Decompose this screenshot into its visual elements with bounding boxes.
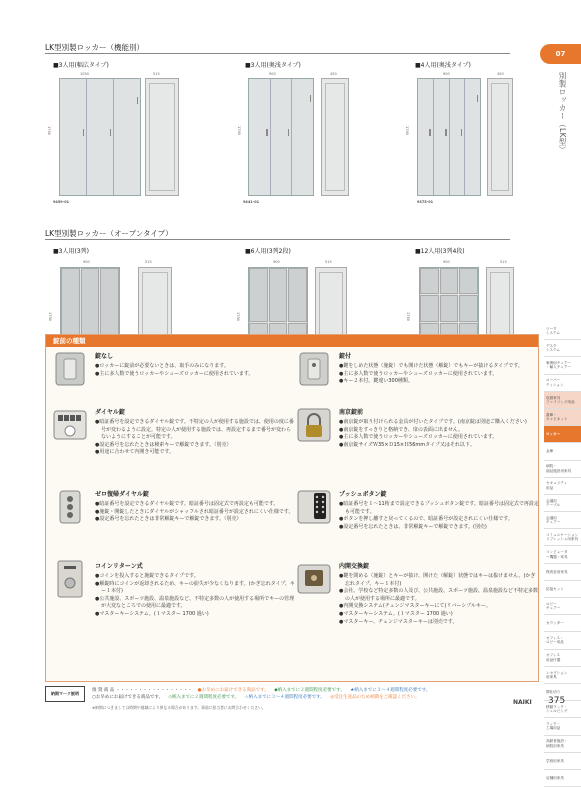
lock-desc: [95, 573, 295, 619]
lock-desc-line: ●主に多人数で使うロッカーやシューズロッカーに使用されています。: [339, 434, 498, 441]
lock-desc: [95, 501, 295, 524]
lock-desc-line: ●設定番号を忘れたときは検索キーで解錠できます。（別売）: [95, 441, 232, 448]
item-height-6: 1790: [406, 312, 410, 321]
lock-desc-line: ●施錠・開錠したときにダイヤルがシャッフルされ暗証番号が設定されにくい仕様です。: [95, 508, 294, 515]
category-nav-item[interactable]: 学校用家具: [544, 753, 581, 770]
category-nav-item[interactable]: ローパー ティション: [544, 375, 581, 392]
lock-desc-line: ●設定番号を忘れたときは、非常解錠キーで解錠できます。(別売): [339, 523, 487, 530]
lock-types-heading: 錠前の種類: [46, 335, 538, 347]
lock-desc-line: ●マスターキーシステム。(１マスター 1700 過い): [95, 610, 209, 617]
lock-desc-line: ●キー２本付。鍵違い300種類。: [339, 378, 413, 385]
item-height-2: 1790: [237, 126, 241, 135]
item-depth-4: 515: [145, 260, 152, 264]
locker-illustration-2: [248, 78, 314, 196]
category-nav-item[interactable]: 書庫・ キャビネット: [544, 409, 581, 426]
item-title-2: ■3人用(奥浅タイプ): [245, 62, 301, 69]
item-height-3: 1790: [405, 126, 409, 135]
lock-desc-line: ●設定番号を忘れたときは非常解錠キーで解錠できます。（別売）: [95, 516, 242, 523]
lock-name: プッシュボタン錠: [339, 491, 387, 498]
category-nav-item[interactable]: コンピュータ ー機器・家具: [544, 546, 581, 563]
chapter-badge: 07: [540, 44, 581, 64]
delivery-legend: [45, 686, 503, 712]
item-depth-5: 515: [325, 260, 332, 264]
item-height-1: 1790: [47, 126, 51, 135]
lock-desc-line: ●会社、学校など特定多数の人及び、公共施設、スポーツ施設、温泉施設など不特定多数の人が使用する場所に最適です。: [339, 588, 538, 602]
lock-desc-line: ●公共施設、スポーツ施設、温泉施設など、不特定多数の人が使用する場所でキーの管理が大変なところでの使用に最適です。: [95, 595, 295, 610]
category-nav-item[interactable]: 会議用 テーブル: [544, 495, 581, 512]
zero-dial-lock-icon: [52, 489, 88, 525]
item-title-3: ■4人用(奥浅タイプ): [415, 62, 471, 69]
chapter-vertical-title: 別製ロッカー（LK型）: [558, 72, 567, 155]
pushbutton-lock-icon: [296, 489, 332, 525]
lock-name: ダイヤル錠: [95, 409, 125, 416]
padlock-icon: [296, 407, 332, 443]
lock-item-coin: [52, 561, 297, 681]
section-title-open: LK型別製ロッカー（オープンタイプ）: [45, 229, 173, 238]
coin-lock-icon: [52, 561, 88, 597]
lock-types-panel: [45, 334, 539, 682]
item-depth-1: 515: [153, 72, 160, 76]
item-height-5: 1790: [236, 312, 240, 321]
item-width-5: 900: [273, 260, 280, 264]
lock-desc-line: ●鍵をしめた状態（施錠）でも開けた状態（解錠）でもキーが抜けるタイプです。: [339, 363, 523, 369]
lock-desc-line: ●マスターキーシステム。(１マスター 1700 過い): [339, 610, 453, 617]
legend-row-2: [92, 694, 424, 700]
legend-row-1: [92, 687, 434, 693]
item-title-6: ■12人用(3列4段): [415, 248, 465, 255]
lock-desc-line: ●南京錠をすっきりと格納でき、扉の表面に出ません。: [339, 426, 464, 433]
locker-illustration-3: [417, 78, 481, 196]
lock-name: 内開交換錠: [339, 563, 370, 570]
lock-desc: [339, 419, 539, 449]
item-depth-2: 450: [330, 72, 337, 76]
item-depth-3: 450: [497, 72, 504, 76]
item-height-4: 1790: [48, 312, 52, 321]
lock-item-zero-dial: [52, 489, 297, 565]
lock-name: コインリターン式: [95, 563, 143, 570]
locker-side-2: [321, 78, 349, 196]
category-nav-item[interactable]: カウンター: [544, 615, 581, 632]
item-width-6: 900: [443, 260, 450, 264]
interchange-lock-icon: [296, 561, 332, 597]
item-width-3: 900: [443, 72, 450, 76]
legend-text: ◎受注生産品のため納期をご確認ください。: [330, 695, 420, 700]
category-nav-item[interactable]: コミュニケーション リフレッシュ用家具: [544, 529, 581, 546]
category-nav-item[interactable]: 保育室用家具: [544, 564, 581, 581]
lock-name: 錠なし: [95, 353, 114, 360]
item-model-2: 9441-01: [243, 200, 260, 204]
category-nav-item[interactable]: 会議用 チェアー: [544, 512, 581, 529]
lock-desc-line: ●南京錠が取り付けられる金具が付いたタイプです。(南京錠は別途ご購入ください): [339, 419, 527, 425]
locker-side-3: [487, 78, 513, 196]
lock-desc-line: ●マスターキー、チェンジマスターキーは別売です。: [339, 618, 458, 625]
lock-item-interchange: [296, 561, 536, 681]
legend-text: 推 奨 商 品 ・・・・・・・・・・・・・・・・・: [92, 688, 193, 693]
legend-title: 納期マーク説明: [45, 686, 85, 702]
legend-note: ※納期につきましては時期や地域により異なる場合があります。事前に担当者にお問合わせください。: [92, 705, 266, 710]
legend-text: ★納入までに３～４週間程度必要です。: [350, 688, 431, 693]
lock-desc: [339, 573, 539, 626]
item-width-2: 900: [269, 72, 276, 76]
lock-desc-line: ●コインを投入すると施錠できるタイプです。: [95, 573, 199, 579]
lock-desc-line: ●主に多人数で使うロッカーやシューズロッカーに使用されています。: [339, 370, 498, 377]
legend-text: ☆納入までに３～４週間程度必要です。: [244, 695, 325, 700]
category-nav-item[interactable]: 収納家具 ファイリング用品: [544, 392, 581, 409]
lock-desc-line: ●暗証番号を１～11桁まで設定できるプッシュボタン錠です。暗証番号は固定式で再設定も可能です。: [339, 501, 539, 515]
category-nav-item[interactable]: レセプション 用家具: [544, 667, 581, 684]
lock-desc-line: ●南京錠サイズＷ35×Ｄ15×Ｈ56mmタイプ又はそれ以下。: [339, 441, 475, 448]
category-nav-item[interactable]: ラック・ 工場用品: [544, 718, 581, 735]
category-nav-item[interactable]: 移動ラック・ シェルビング: [544, 701, 581, 718]
category-nav-item[interactable]: 事務用チェアー ・輸入チェアー: [544, 357, 581, 374]
category-nav-item[interactable]: セキュリティ 用品: [544, 478, 581, 495]
lock-desc-line: ●ボタンを押し離すと戻ってくるので、暗証番号が設定されにくい仕様です。: [339, 516, 513, 523]
lock-desc-line: ●鍵を閉める（施錠）とキーが抜け、開けた（解錠）状態ではキーは抜けません。(かぎ忘れタイプ、キー１本付): [339, 573, 536, 587]
lock-item-padlock: [296, 407, 536, 483]
legend-text: ○お早めにお届けできる商品です。: [92, 695, 164, 700]
category-nav-item[interactable]: ロビー チェアー: [544, 598, 581, 615]
legend-text: ◆納入までに２週間程度必要です。: [274, 688, 345, 693]
lock-desc: [339, 363, 539, 386]
lock-desc-line: ●解錠時にコインが返却されるため、キーの紛失が少なくなります。(かぎ忘れタイプ、キー１本付): [95, 580, 295, 595]
category-nav-item[interactable]: デスク システム: [544, 340, 581, 357]
category-nav-item[interactable]: 店舗用家具: [544, 770, 581, 787]
lock-desc-line: ●暗証番号を設定できるダイヤル錠です。不特定の人が使用する施設では、使用の度に番号が変わるように設定。特定の人が使用する施設では、再設定するまで番号が変わらないようにすることが可能です。: [95, 419, 294, 441]
lock-desc: [95, 419, 295, 457]
category-nav: [544, 323, 581, 787]
page-number: 375: [548, 696, 566, 706]
lock-desc-line: ●暗証番号を設定できるダイヤル錠です。暗証番号は固定式で再設定も可能です。: [95, 501, 279, 507]
category-nav-item[interactable]: ロッカー: [544, 426, 581, 443]
category-nav-item[interactable]: 高齢者施設・ 病院用家具: [544, 736, 581, 753]
locker-catalog: [45, 42, 515, 377]
category-nav-item[interactable]: 金庫: [544, 443, 581, 460]
lock-desc-line: ●用途に合わせて内開き可能です。: [95, 449, 174, 456]
category-nav-item[interactable]: オフィス 用品什器: [544, 650, 581, 667]
lock-none-icon: [52, 351, 88, 387]
item-depth-6: 515: [500, 260, 507, 264]
item-model-3: 9375-01: [417, 200, 434, 204]
lock-desc-line: ●ロッカーに錠前が必要ないときは、取手のみになります。: [95, 363, 229, 369]
category-nav-item[interactable]: ワーク システム: [544, 323, 581, 340]
item-title-5: ■6人用(3列2段): [245, 248, 291, 255]
key-lock-icon: [296, 351, 332, 387]
locker-illustration-1: [59, 78, 141, 196]
item-title-4: ■3人用(3列): [53, 248, 89, 255]
lock-name: 錠付: [339, 353, 352, 360]
category-nav-item[interactable]: 応接セット: [544, 581, 581, 598]
item-model-1: 9459-01: [53, 200, 70, 204]
category-nav-item[interactable]: 病院・ 福祉施設用家具: [544, 461, 581, 478]
lock-desc: [95, 363, 295, 378]
section-title-function: LK型別製ロッカー（機能別）: [45, 43, 144, 52]
brand-name: NAIKI: [513, 699, 532, 706]
lock-name: ゼロ復帰ダイヤル錠: [95, 491, 149, 498]
legend-text: ●お早めにお届けできる商品です。: [197, 688, 269, 693]
lock-desc-line: ●内開交換システム(チェンジマスターキーにて)リバーシブルキー。: [339, 603, 491, 610]
category-nav-item[interactable]: オフィス・ ロビー用品: [544, 632, 581, 649]
dial-lock-icon: [52, 407, 88, 443]
lock-desc-line: ●主に多人数で使うロッカーやシューズロッカーに使用されています。: [95, 370, 254, 377]
category-nav-item[interactable]: 間仕切り: [544, 684, 581, 701]
locker-side-1: [145, 78, 179, 196]
lock-desc: [339, 501, 539, 531]
legend-text: ◇納入までに２週間程度必要です。: [168, 695, 240, 700]
item-width-4: 900: [83, 260, 90, 264]
lock-item-pushbutton: [296, 489, 539, 565]
item-title-1: ■3人用(幅広タイプ): [53, 62, 109, 69]
item-width-1: 1050: [80, 72, 89, 76]
lock-name: 南京錠前: [339, 409, 364, 416]
lock-item-dial: [52, 407, 297, 483]
